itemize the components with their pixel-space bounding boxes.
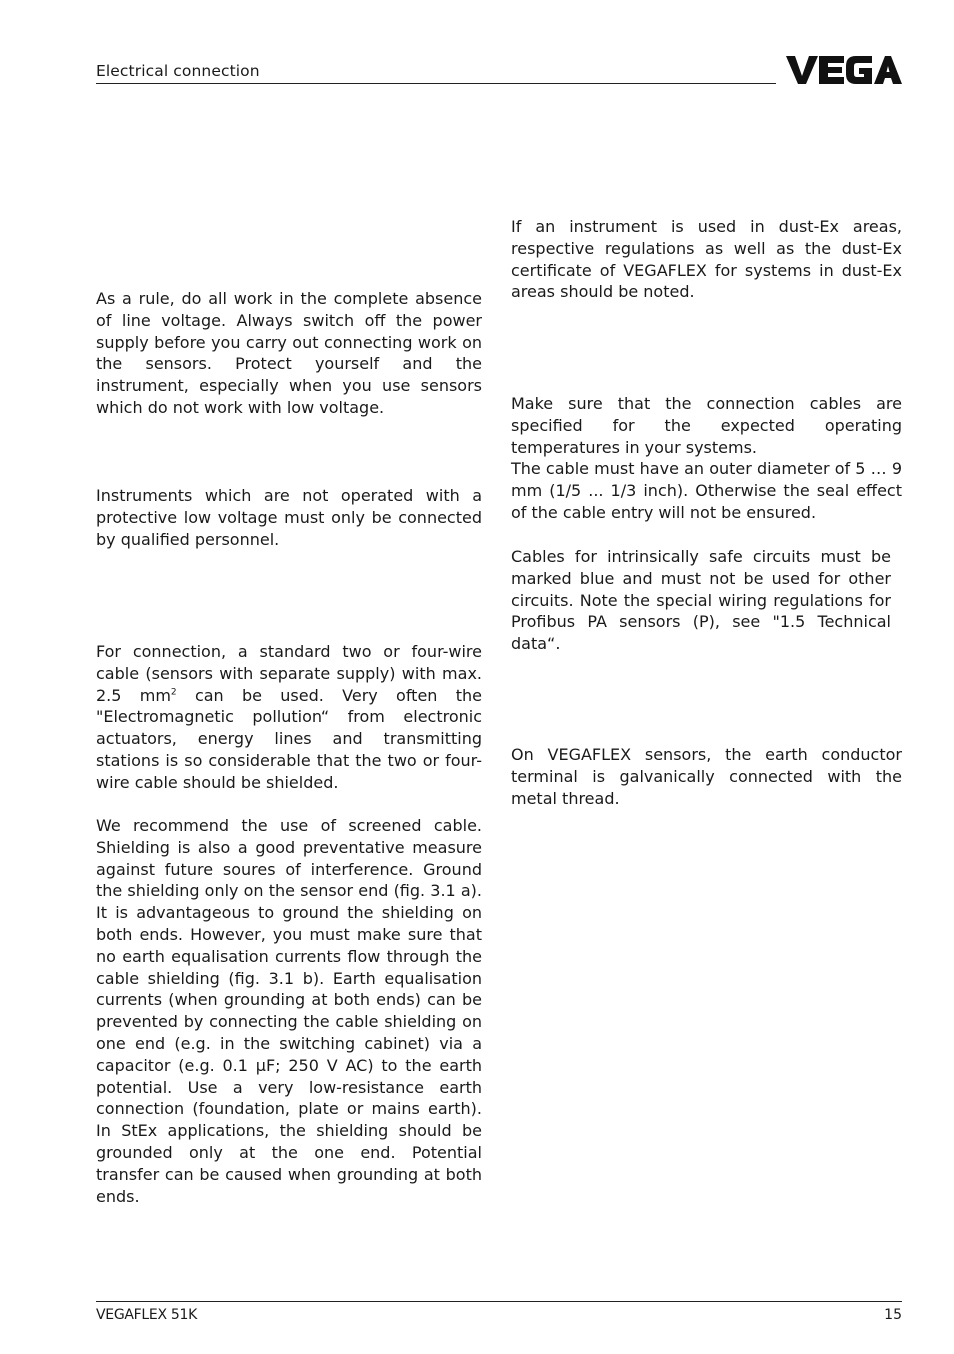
paragraph-dust-ex: If an instrument is used in dust-Ex areas, respective regulations as well as the dust-Ex certificate of VEGAFLEX for systems in dust-Ex areas should be noted. bbox=[511, 217, 902, 302]
cable-text-part2: can be used. Very often the "Electromagnetic pollution“ from electronic actuators, energy lines and transmitting stations is so considerable that the two or four-wire cable should be shielded. bbox=[96, 685, 482, 792]
paragraph-qualified-personnel: Instruments which are not operated with a protective low voltage must only be connected by qualified personnel. bbox=[96, 486, 482, 549]
paragraph-intrinsic-safety: Cables for intrinsically safe circuits must be marked blue and must not be used for other circuits. Note the special wiring regulations for Profibus PA sensors (P), see "1.5 Technical data“. bbox=[511, 547, 891, 654]
cable-text-part1: For connection, a standard two or four-wire cable (sensors with separate supply) with max. 2.5 mm bbox=[96, 642, 482, 705]
header-rule bbox=[96, 83, 776, 84]
superscript-2: 2 bbox=[170, 687, 177, 698]
paragraph-cable-connection bbox=[96, 641, 482, 794]
paragraph-cable-temperature: Make sure that the connection cables are specified for the expected operating temperatures in your systems. bbox=[511, 394, 902, 457]
footer-rule bbox=[96, 1301, 902, 1302]
paragraph-voltage-safety: As a rule, do all work in the complete absence of line voltage. Always switch off the power supply before you carry out connecting work on the sensors. Protect yourself and the instrument, especially when you use sensors which do not work with low voltage. bbox=[96, 289, 482, 417]
paragraph-earth-conductor: On VEGAFLEX sensors, the earth conductor terminal is galvanically connected with the metal thread. bbox=[511, 745, 902, 808]
vega-logo bbox=[786, 54, 902, 86]
header-title: Electrical connection bbox=[96, 62, 260, 80]
paragraph-shielding: We recommend the use of screened cable. Shielding is also a good preventative measure against future soures of interference. Ground the shielding only on the sensor end (fig. 3.1 a). It is advantageous to ground the shielding on both ends. However, you must make sure that no earth equalisation currents flow through the cable shielding (fig. 3.1 b). Earth equalisation currents (when grounding at both ends) can be prevented by connecting the cable shielding on one end (e.g. in the switching cabinet) via a capacitor (e.g. 0.1 µF; 250 V AC) to the earth potential. Use a very low-resistance earth connection (foundation, plate or mains earth). In StEx applications, the shielding should be grounded only at the one end. Potential transfer can be caused when grounding at both ends. bbox=[96, 816, 482, 1206]
footer-product-name: VEGAFLEX 51K bbox=[96, 1307, 197, 1323]
paragraph-cable-diameter: The cable must have an outer diameter of 5 … 9 mm (1/5 ... 1/3 inch). Otherwise the seal effect of the cable entry will not be ensured. bbox=[511, 459, 902, 522]
page-number: 15 bbox=[884, 1307, 902, 1323]
